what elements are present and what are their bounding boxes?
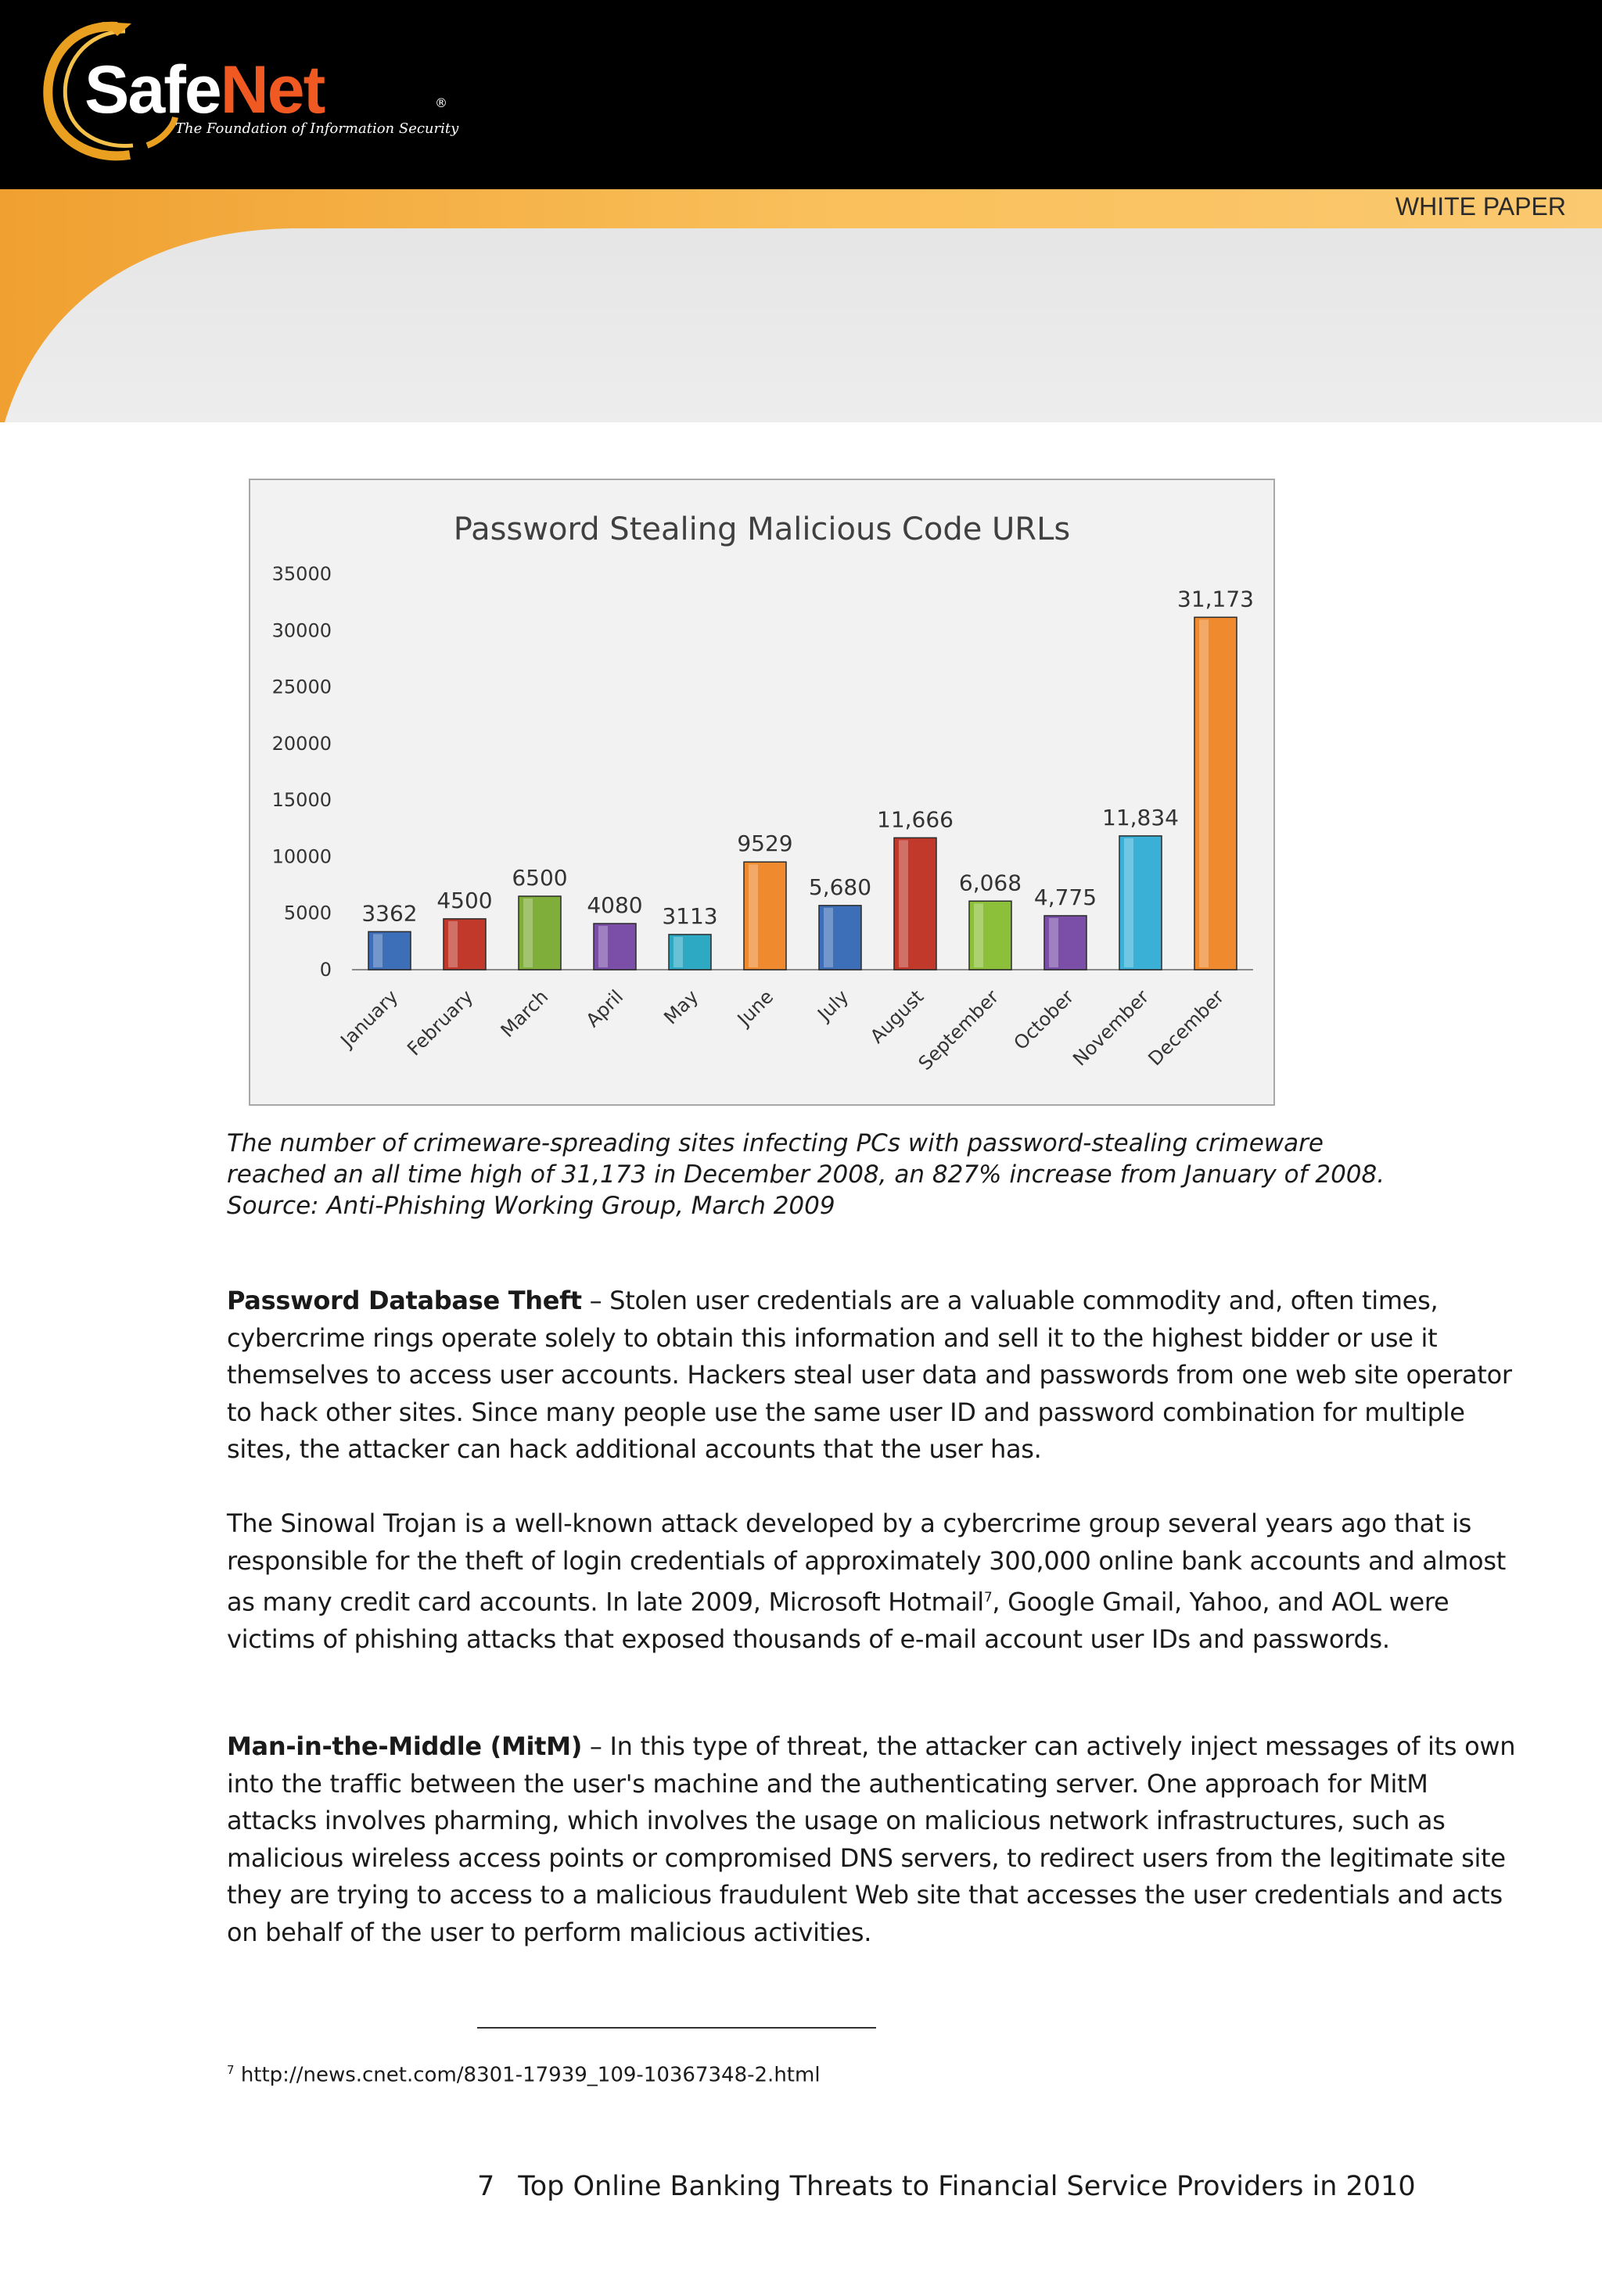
bar-highlight — [899, 840, 908, 967]
y-tick-label: 5000 — [283, 902, 332, 924]
footnote-reference[interactable]: 7 — [983, 1590, 993, 1605]
paragraph-sinowal-trojan: The Sinowal Trojan is a well-known attack developed by a cybercrime group several years ago that is responsible for the theft of login credentials of approximately 300,000 online bank accounts and almost as many credit card accounts. In late 2009, Microsoft Hotmail$^7$, Google Gmail, Yahoo, and AOL were victims of phishing attacks that exposed thousands of e-mail account user IDs and passwords. — [227, 1509, 1506, 1655]
y-tick-label: 15000 — [271, 789, 332, 812]
x-tick-label: March — [496, 985, 553, 1042]
footnote-link[interactable]: http://news.cnet.com/8301-17939_109-10367348-2.html — [240, 2063, 821, 2087]
data-label: 31,173 — [1177, 586, 1254, 612]
x-tick-label: October — [1009, 985, 1079, 1055]
paragraph-password-database-theft: Password Database Theft – Stolen user credentials are a valuable commodity and, often times, cybercrime rings operate solely to obtain this information and sell it to the highest bidder or use it themselves to access user accounts. Hackers steal user data and passwords from one web site operator to hack other sites. Since many people use the same user ID and password combination for multiple sites, the attacker can hack additional accounts that the user has. — [227, 1286, 1512, 1464]
page-number: 7 — [477, 2171, 495, 2202]
logo-tagline: The Foundation of Information Security — [175, 120, 459, 137]
data-label: 4,775 — [1033, 884, 1097, 910]
page-footer — [477, 2171, 1416, 2202]
white-paper-label: WHITE PAPER — [1395, 192, 1566, 221]
bar-highlight — [974, 903, 983, 967]
page-header — [0, 0, 1602, 422]
x-tick-label: January — [336, 985, 403, 1052]
safenet-logo: SafeNet — [84, 52, 325, 127]
footnote: $^7$ http://news.cnet.com/8301-17939_109-10367348-2.html — [227, 2063, 821, 2087]
caption-line-3: Source: Anti-Phishing Working Group, March 2009 — [227, 1192, 835, 1220]
bar-highlight — [673, 937, 683, 967]
y-tick-label: 25000 — [271, 676, 332, 698]
x-tick-label: August — [866, 985, 929, 1048]
x-tick-label: June — [733, 985, 778, 1031]
data-label: 6,068 — [958, 870, 1022, 896]
data-label: 4080 — [587, 892, 643, 919]
x-tick-label: December — [1144, 985, 1229, 1071]
chart-frame — [249, 479, 1275, 1106]
bar-highlight — [373, 934, 383, 967]
bar-highlight — [749, 864, 758, 967]
bar-highlight — [598, 926, 608, 967]
paragraph-man-in-the-middle: Man-in-the-Middle (MitM) – In this type of threat, the attacker can actively inject messages of its own into the traffic between the user's machine and the authenticating server. One approach for MitM attacks involves pharming, which involves the usage on malicious network infrastructures, such as malicious wireless access points or compromised DNS servers, to redirect users from the legitimate site they are trying to access to a malicious fraudulent Web site that accesses the user credentials and acts on behalf of the user to perform malicious activities. — [227, 1731, 1516, 1947]
x-tick-label: September — [914, 985, 1004, 1075]
x-tick-label: February — [403, 985, 478, 1060]
data-label: 6500 — [512, 865, 568, 891]
bar-highlight — [1199, 619, 1209, 967]
data-label: 9529 — [737, 831, 793, 857]
data-label: 11,666 — [877, 806, 954, 833]
x-tick-label: November — [1069, 985, 1154, 1071]
bar-highlight — [448, 921, 458, 967]
x-tick-label: May — [659, 985, 703, 1029]
footnote-divider — [477, 2027, 876, 2029]
chart-caption — [227, 1128, 1400, 1222]
bar-highlight — [1049, 918, 1058, 967]
bar-chart — [250, 480, 1273, 1104]
data-label: 3113 — [662, 902, 718, 929]
caption-line-1: The number of crimeware-spreading sites infecting PCs with password-stealing crimeware — [227, 1129, 1324, 1157]
y-tick-label: 35000 — [271, 563, 332, 585]
logo-registered-mark: ® — [435, 95, 447, 110]
paragraph-heading: Password Database Theft — [227, 1286, 582, 1315]
data-label: 11,834 — [1102, 804, 1179, 831]
document-title: Top Online Banking Threats to Financial Service Providers in 2010 — [518, 2171, 1416, 2202]
y-tick-label: 20000 — [271, 732, 332, 755]
data-label: 5,680 — [808, 874, 872, 900]
bar-highlight — [523, 899, 533, 967]
data-label: 3362 — [361, 900, 418, 927]
caption-line-2: reached an all time high of 31,173 in December 2008, an 827% increase from January of 2008. — [227, 1161, 1385, 1189]
y-tick-label: 0 — [319, 959, 332, 981]
bar-highlight — [824, 908, 833, 967]
paragraph-heading: Man-in-the-Middle (MitM) — [227, 1731, 583, 1761]
x-tick-label: April — [581, 985, 628, 1032]
y-tick-label: 10000 — [271, 845, 332, 868]
x-tick-label: July — [813, 985, 853, 1025]
bar-highlight — [1124, 838, 1133, 967]
y-tick-label: 30000 — [271, 619, 332, 642]
data-label: 4500 — [436, 887, 493, 913]
chart-title: Password Stealing Malicious Code URLs — [453, 511, 1071, 547]
